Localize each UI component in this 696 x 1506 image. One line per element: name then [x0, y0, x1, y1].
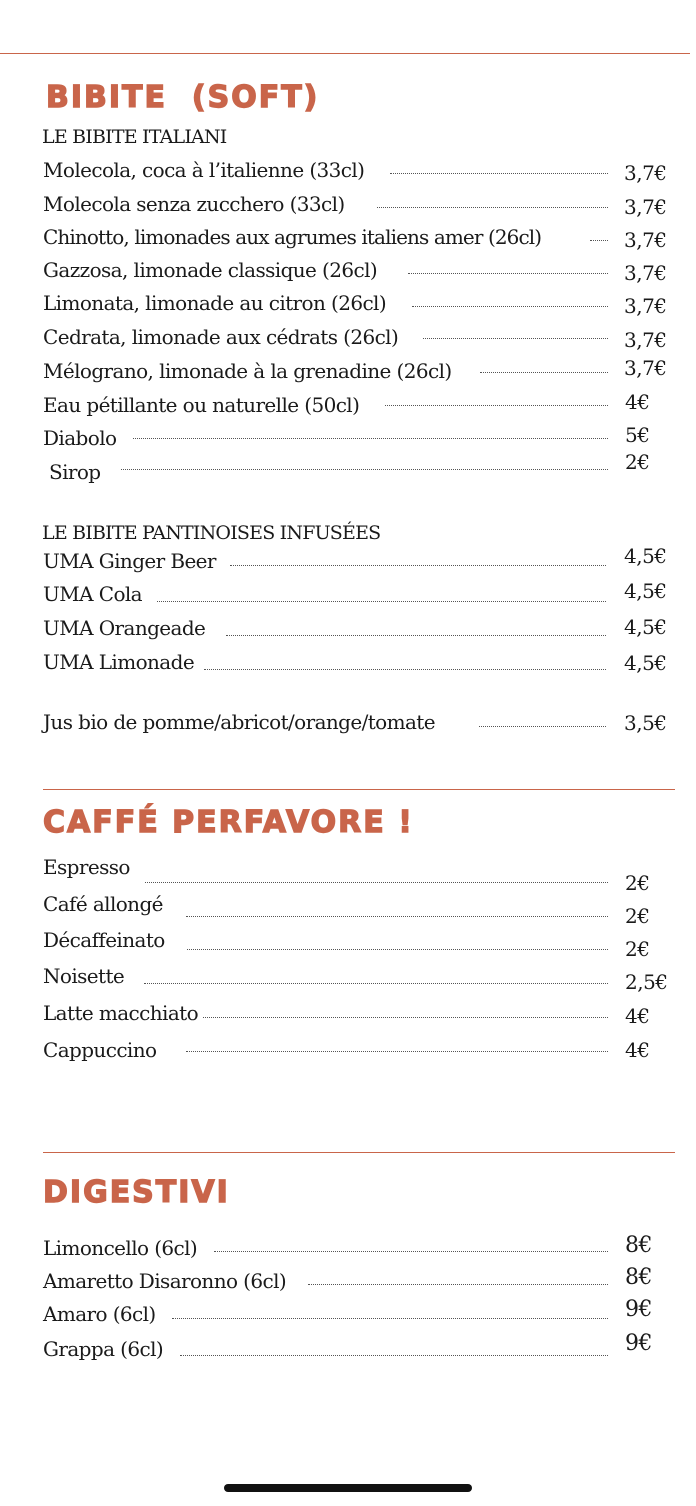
item-price: 4,5€: [624, 579, 667, 603]
dot-leader: [204, 669, 606, 670]
menu-item: [0, 617, 696, 639]
item-name: Cappuccino: [43, 1038, 157, 1062]
item-name: Molecola senza zucchero (33cl): [43, 192, 345, 216]
item-price: 4€: [625, 1038, 650, 1062]
item-name: Diabolo: [43, 426, 117, 450]
item-price: 2,5€: [625, 970, 668, 994]
menu-item: [0, 928, 696, 961]
menu-item: [0, 158, 696, 185]
item-price: 9€: [625, 1331, 652, 1356]
item-name: Décaffeinato: [43, 928, 165, 952]
section-title-soft: BIBITE (SOFT): [46, 80, 320, 115]
item-name: Amaretto Disaronno (6cl): [43, 1269, 287, 1293]
item-price: 3,7€: [624, 195, 667, 219]
item-price: 5€: [625, 423, 650, 447]
item-price: 3,7€: [624, 228, 667, 252]
item-name: Noisette: [43, 964, 125, 988]
dot-leader: [144, 983, 608, 984]
menu-item: [0, 192, 696, 219]
menu-item: [0, 356, 696, 383]
item-price: 3,7€: [624, 261, 667, 285]
item-price: 4,5€: [624, 651, 667, 675]
dot-leader: [480, 372, 608, 373]
dot-leader: [230, 565, 606, 566]
dot-leader: [145, 882, 608, 883]
menu-item: [0, 450, 696, 484]
item-price: 4€: [625, 1004, 650, 1028]
item-name: Limoncello (6cl): [43, 1236, 198, 1260]
menu-item: [0, 1297, 696, 1326]
section-divider: [43, 789, 675, 790]
menu-item: [0, 291, 696, 318]
dot-leader: [187, 949, 608, 950]
menu-item: [0, 390, 696, 417]
section-title-digestivi: DIGESTIVI: [43, 1175, 230, 1210]
item-name: Eau pétillante ou naturelle (50cl): [43, 393, 360, 417]
dot-leader: [308, 1284, 608, 1285]
dot-leader: [133, 438, 608, 439]
item-name: Café allongé: [43, 892, 163, 916]
item-name: Cedrata, limonade aux cédrats (26cl): [43, 325, 399, 349]
item-name: UMA Cola: [43, 582, 142, 606]
item-price: 2€: [625, 937, 650, 961]
item-price: 3,7€: [624, 328, 667, 352]
dot-leader: [214, 1251, 608, 1252]
item-price: 3,7€: [624, 294, 667, 318]
dot-leader: [172, 1318, 608, 1319]
item-name: Espresso: [43, 855, 130, 879]
menu-item-juice: [0, 711, 696, 733]
dot-leader: [226, 635, 606, 636]
menu-item: [0, 423, 696, 450]
menu-item: [0, 1265, 696, 1293]
menu-item: [0, 579, 696, 606]
dot-leader: [186, 1051, 608, 1052]
subheading-pantin: LE BIBITE PANTINOISES INFUSÉES: [42, 522, 381, 544]
dot-leader: [157, 601, 606, 602]
section-title-coffee: CAFFÉ PERFAVORE !: [43, 805, 414, 840]
section-divider: [43, 1152, 675, 1153]
subheading-italian: LE BIBITE ITALIANI: [42, 126, 227, 148]
menu-item: [0, 1233, 696, 1260]
dot-leader: [121, 469, 608, 470]
item-name: Limonata, limonade au citron (26cl): [43, 291, 387, 315]
item-price: 3,5€: [624, 711, 667, 735]
menu-item: [0, 1039, 696, 1061]
dot-leader: [377, 207, 608, 208]
item-price: 8€: [625, 1233, 652, 1258]
item-price: 9€: [625, 1297, 652, 1322]
menu-item: [0, 1331, 696, 1361]
item-name: Jus bio de pomme/abricot/orange/tomate: [43, 710, 435, 734]
menu-item: [0, 651, 696, 673]
dot-leader: [590, 240, 608, 241]
item-name: UMA Orangeade: [43, 616, 206, 640]
home-indicator[interactable]: [224, 1484, 472, 1492]
item-price: 4,5€: [624, 615, 667, 639]
dot-leader: [408, 273, 608, 274]
item-name: Mélograno, limonade à la grenadine (26cl): [43, 359, 452, 383]
item-price: 8€: [625, 1265, 652, 1290]
dot-leader: [186, 916, 608, 917]
menu-item: [0, 1001, 696, 1028]
menu-item: [0, 855, 696, 895]
item-name: Latte macchiato: [43, 1001, 199, 1025]
item-price: 3,7€: [624, 356, 667, 380]
dot-leader: [479, 726, 606, 727]
menu-item: [0, 964, 696, 994]
item-name: Sirop: [49, 460, 101, 484]
item-price: 2€: [625, 904, 650, 928]
item-name: Chinotto, limonades aux agrumes italiens amer (26cl): [43, 225, 542, 249]
dot-leader: [385, 405, 608, 406]
item-price: 2€: [625, 871, 650, 895]
item-price: 3,7€: [624, 161, 667, 185]
item-price: 2€: [625, 450, 650, 474]
item-price: 4,5€: [624, 544, 667, 568]
item-name: Grappa (6cl): [43, 1337, 164, 1361]
menu-item: [0, 544, 696, 573]
item-name: Amaro (6cl): [43, 1302, 156, 1326]
dot-leader: [390, 173, 608, 174]
menu-item: [0, 325, 696, 352]
dot-leader: [423, 338, 608, 339]
item-price: 4€: [625, 390, 650, 414]
item-name: UMA Ginger Beer: [43, 549, 216, 573]
top-divider: [0, 53, 690, 54]
dot-leader: [203, 1017, 608, 1018]
menu-item: [0, 225, 696, 252]
item-name: Gazzosa, limonade classique (26cl): [43, 258, 378, 282]
item-name: UMA Limonade: [43, 650, 195, 674]
menu-item: [0, 892, 696, 928]
dot-leader: [412, 306, 608, 307]
item-name: Molecola, coca à l’italienne (33cl): [43, 158, 365, 182]
dot-leader: [180, 1355, 608, 1356]
menu-item: [0, 258, 696, 285]
